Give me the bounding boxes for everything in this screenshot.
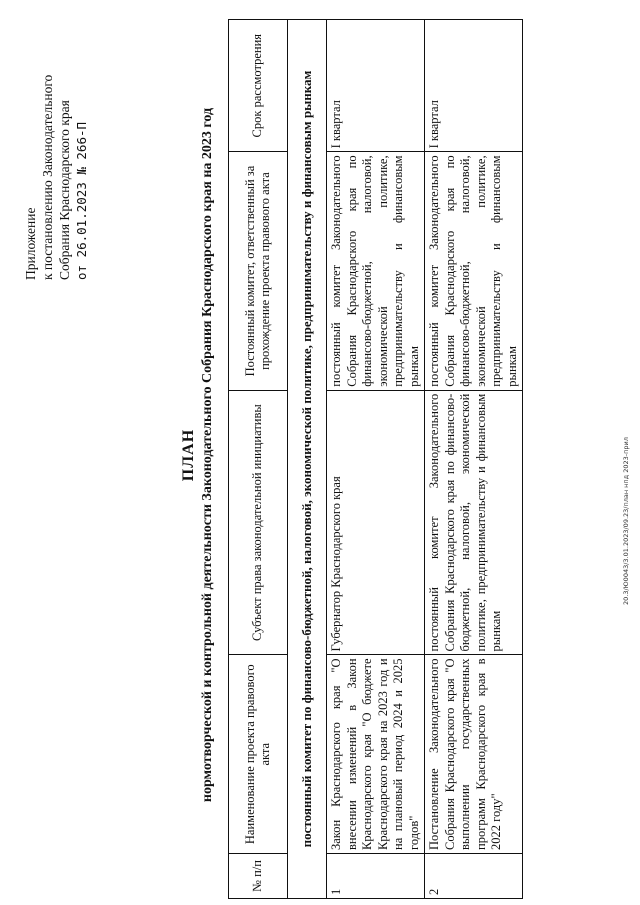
annex-line-2: к постановлению Законодательного [40, 74, 55, 280]
plan-heading: ПЛАН [180, 428, 197, 482]
table-row [425, 20, 523, 899]
row-subject: постоянный комитет Законодательного Собрания Краснодарского края по финансово-бюджетной, налоговой, экономической политике, предпринимательству и финансовым рынкам [425, 390, 523, 655]
section-row [288, 20, 327, 899]
section-title: постоянный комитет по финансово-бюджетной, налоговой, экономической политике, предпринимательству и финансовым рынкам [288, 20, 327, 899]
plan-subtitle: нормотворческой и контрольной деятельности Законодательного Собрания Краснодарского края на 2023 год [200, 107, 215, 803]
annex-block [22, 10, 90, 280]
document-title [180, 45, 216, 865]
row-name: Постановление Законодательного Собрания Краснодарского края "О выполнении государственных программ Краснодарского края в 2022 году" [425, 655, 523, 854]
row-committee: постоянный комитет Законодательного Собрания Краснодарского края по финансово-бюджетной, налоговой, экономической политике, предпринимательству и финансовым рынкам [327, 152, 425, 390]
row-subject: Губернатор Краснодарского края [327, 390, 425, 655]
header-subject: Субъект права законодательной инициативы [229, 390, 288, 655]
row-committee: постоянный комитет Законодательного Собрания Краснодарского края по финансово-бюджетной, налоговой, экономической политике, предпринимательству и финансовым рынкам [425, 152, 523, 390]
row-num: 1 [327, 854, 425, 899]
annex-line-3: Собрания Краснодарского края [57, 100, 72, 280]
header-num: № п/п [229, 854, 288, 899]
header-term: Срок рассмотрения [229, 20, 288, 152]
row-term: I квартал [327, 20, 425, 152]
annex-date: от 26.01.2023 № 266-П [74, 121, 89, 280]
header-name: Наименование проекта правового акта [229, 655, 288, 854]
plan-table [228, 19, 523, 899]
row-name: Закон Краснодарского края "О внесении изменений в Закон Краснодарского края "О бюджете Краснодарского края на 2023 год и на плановый период 2024 и 2025 годов" [327, 655, 425, 854]
row-num: 2 [425, 854, 523, 899]
annex-line-1: Приложение [23, 207, 38, 280]
row-term: I квартал [425, 20, 523, 152]
footer-stamp: 20.3/Ю0043/3.01.2023/09.23/план нпд 2023-прил [622, 437, 630, 605]
table-row [327, 20, 425, 899]
header-committee: Постоянный комитет, ответственный за прохождение проекта правового акта [229, 152, 288, 390]
table-header-row [229, 20, 288, 899]
